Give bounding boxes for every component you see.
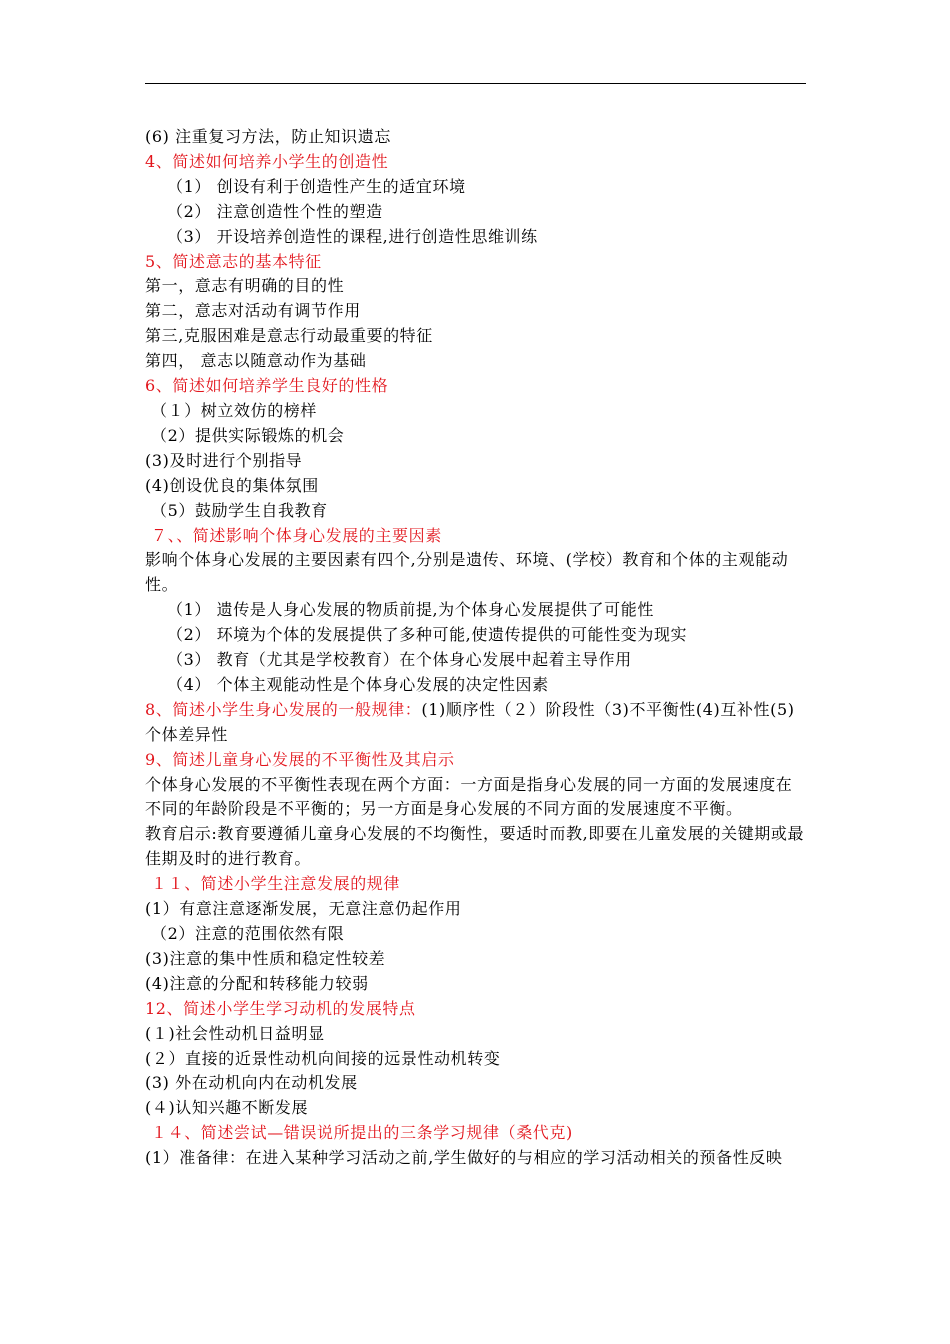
header-rule [145, 83, 806, 84]
text-line: (3)及时进行个别指导 [145, 450, 303, 470]
text-line: （１）树立效仿的榜样 [151, 400, 318, 420]
section-heading: 5、简述意志的基本特征 [145, 251, 322, 271]
text-line: 第三,克服困难是意志行动最重要的特征 [145, 326, 433, 346]
text-line: （4） 个体主观能动性是个体身心发展的决定性因素 [167, 674, 549, 694]
text-line: (3) 外在动机向内在动机发展 [145, 1073, 358, 1093]
document-body [145, 125, 807, 1171]
text-line: （3） 开设培养创造性的课程,进行创造性思维训练 [167, 226, 538, 246]
section-heading: １４、简述尝试—错误说所提出的三条学习规律（桑代克) [151, 1123, 573, 1143]
section-8-heading: 8、简述小学生身心发展的一般规律： [145, 699, 422, 719]
text-line: 第四， 意志以随意动作为基础 [145, 351, 367, 371]
text-line: （2）提供实际锻炼的机会 [151, 425, 345, 445]
text-line: (3)注意的集中性质和稳定性较差 [145, 948, 386, 968]
section-8-line [145, 698, 807, 748]
text-line: (４)认知兴趣不断发展 [145, 1098, 309, 1118]
text-line: （1） 遗传是人身心发展的物质前提,为个体身心发展提供了可能性 [167, 600, 654, 620]
text-line: 第二，意志对活动有调节作用 [145, 301, 361, 321]
section-heading: 9、简述儿童身心发展的不平衡性及其启示 [145, 749, 455, 769]
text-line: (1）有意注意逐渐发展，无意注意仍起作用 [145, 899, 462, 919]
text-line: (4)创设优良的集体氛围 [145, 475, 319, 495]
section-heading: １１、简述小学生注意发展的规律 [151, 874, 401, 894]
text-block-1 [145, 125, 807, 698]
text-line: （2）注意的范围依然有限 [151, 924, 345, 943]
text-line: 影响个体身心发展的主要因素有四个,分别是遗传、环境、(学校）教育和个体的主观能动性。 [145, 550, 789, 595]
section-heading: 12、简述小学生学习动机的发展特点 [145, 998, 416, 1018]
text-line: (２）直接的近景性动机向间接的远景性动机转变 [145, 1048, 501, 1068]
text-block-2 [145, 748, 807, 1171]
section-heading: ７、、简述影响个体身心发展的主要因素 [151, 525, 442, 545]
text-line: （2） 环境为个体的发展提供了多种可能,使遗传提供的可能性变为现实 [167, 625, 688, 645]
text-line: （3） 教育（尤其是学校教育）在个体身心发展中起着主导作用 [167, 650, 632, 670]
text-line: （2） 注意创造性个性的塑造 [167, 201, 383, 221]
text-line: (1）准备律：在进入某种学习活动之前,学生做好的与相应的学习活动相关的预备性反映 [145, 1148, 783, 1168]
text-line: (6) 注重复习方法，防止知识遗忘 [145, 127, 391, 146]
text-line: （5）鼓励学生自我教育 [151, 500, 328, 520]
text-line: （1） 创设有利于创造性产生的适宜环境 [167, 176, 466, 196]
text-line: 教育启示:教育要遵循儿童身心发展的不均衡性，要适时而教,即要在儿童发展的关键期或最佳期及时的进行教育。 [145, 824, 805, 869]
section-heading: 4、简述如何培养小学生的创造性 [145, 151, 389, 171]
text-line: (4)注意的分配和转移能力较弱 [145, 973, 369, 993]
text-line: (１)社会性动机日益明显 [145, 1023, 325, 1043]
text-line: 第一，意志有明确的目的性 [145, 276, 345, 296]
text-line: 个体身心发展的不平衡性表现在两个方面：一方面是指身心发展的同一方面的发展速度在不同的年龄阶段是不平衡的；另一方面是身心发展的不同方面的发展速度不平衡。 [145, 774, 793, 819]
section-8-body: (1)顺序性（２）阶段性（3)不平衡性(4)互补性(5) 个体差异性 [145, 699, 795, 744]
section-heading: 6、简述如何培养学生良好的性格 [145, 376, 389, 396]
